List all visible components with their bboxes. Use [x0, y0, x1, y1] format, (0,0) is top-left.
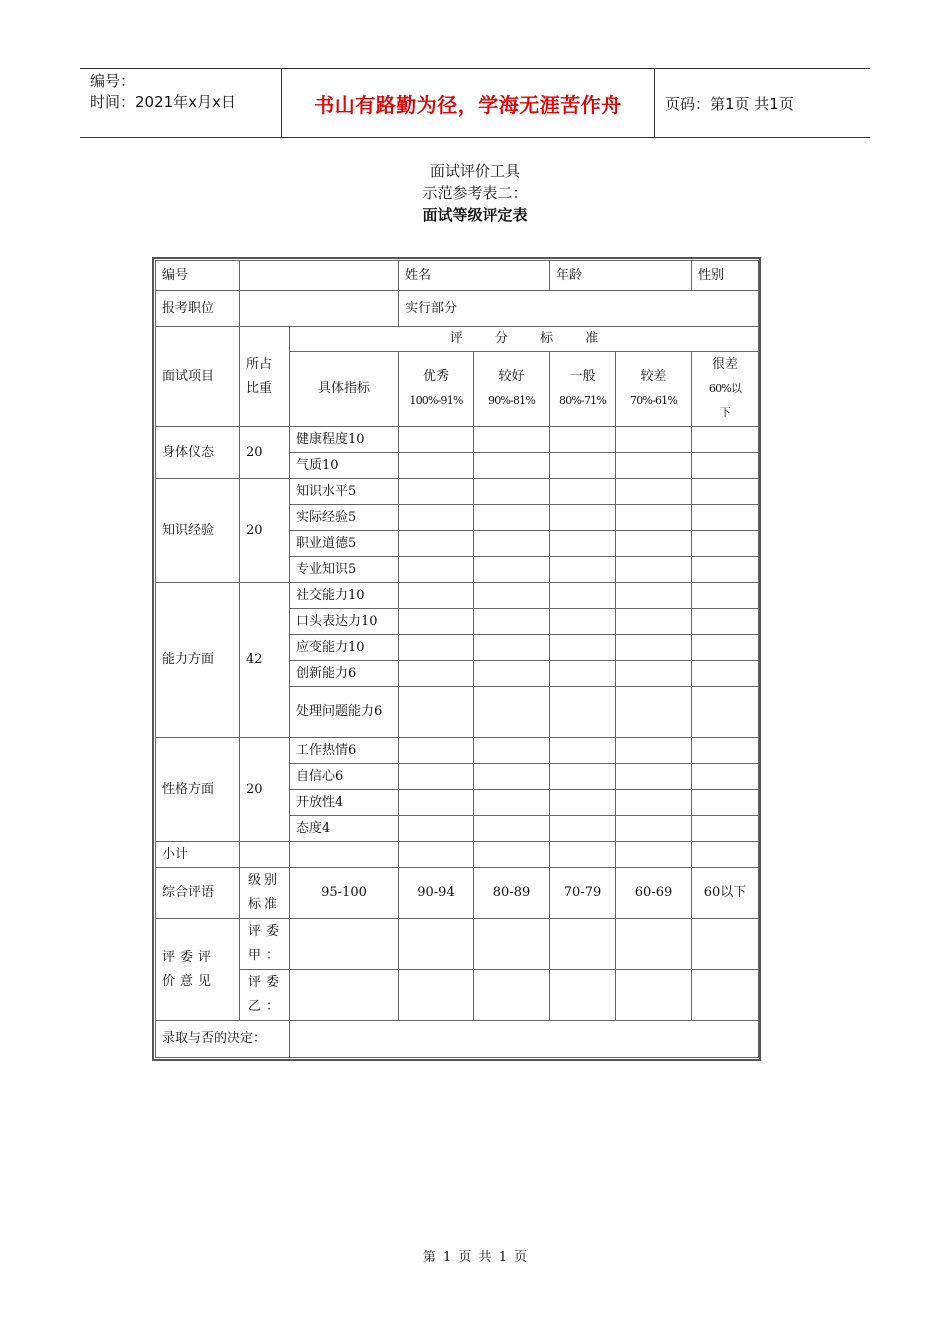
score-cell[interactable] — [399, 790, 474, 816]
score-cell[interactable] — [550, 687, 616, 738]
grade-name: 优秀 — [422, 369, 449, 384]
score-cell[interactable] — [399, 531, 474, 557]
score-cell[interactable] — [550, 427, 616, 453]
level-range: 95-100 — [290, 868, 399, 919]
section-weight: 20 — [240, 427, 290, 479]
section-weight: 20 — [240, 738, 290, 842]
score-cell[interactable] — [692, 453, 759, 479]
score-cell[interactable] — [692, 557, 759, 583]
grade-range: 100%-91% — [409, 394, 463, 407]
score-cell[interactable] — [550, 557, 616, 583]
score-cell[interactable] — [616, 557, 692, 583]
position-value-cell[interactable] — [240, 291, 399, 327]
score-cell[interactable] — [474, 816, 550, 842]
indicator-item: 自信心6 — [290, 764, 399, 790]
score-cell[interactable] — [399, 505, 474, 531]
score-cell[interactable] — [616, 505, 692, 531]
indicator-item: 态度4 — [290, 816, 399, 842]
id-label: 编号 — [156, 261, 240, 291]
grade-name: 很差 — [712, 357, 739, 372]
title-block — [0, 160, 950, 226]
score-cell[interactable] — [474, 635, 550, 661]
score-cell[interactable] — [474, 531, 550, 557]
id-value-cell[interactable] — [240, 261, 399, 291]
indicator-item: 知识水平5 — [290, 479, 399, 505]
position-label: 报考职位 — [156, 291, 240, 327]
indicator-item: 口头表达力10 — [290, 609, 399, 635]
score-cell[interactable] — [474, 687, 550, 738]
subtotal-cell[interactable] — [474, 842, 550, 868]
score-cell[interactable] — [692, 531, 759, 557]
indicator-item: 专业知识5 — [290, 557, 399, 583]
score-cell[interactable] — [692, 427, 759, 453]
decision-cell[interactable] — [290, 1021, 759, 1058]
score-cell[interactable] — [616, 816, 692, 842]
evaluation-form — [152, 257, 761, 1061]
score-cell[interactable] — [616, 738, 692, 764]
judge-cell[interactable] — [290, 970, 399, 1021]
indicator-item: 工作热情6 — [290, 738, 399, 764]
grade-header — [550, 352, 616, 427]
score-cell[interactable] — [692, 583, 759, 609]
score-cell[interactable] — [550, 790, 616, 816]
score-cell[interactable] — [474, 479, 550, 505]
score-cell[interactable] — [474, 557, 550, 583]
time-label: 时间：2021年x月x日 — [90, 93, 236, 111]
score-cell[interactable] — [692, 505, 759, 531]
judge-cell[interactable] — [692, 970, 759, 1021]
score-cell[interactable] — [550, 661, 616, 687]
subtotal-label: 小计 — [156, 842, 240, 868]
score-cell[interactable] — [399, 453, 474, 479]
judge-cell[interactable] — [550, 919, 616, 970]
section-name: 性格方面 — [156, 738, 240, 842]
score-cell[interactable] — [692, 635, 759, 661]
score-cell[interactable] — [399, 583, 474, 609]
score-cell[interactable] — [692, 790, 759, 816]
judge-cell[interactable] — [399, 919, 474, 970]
score-cell[interactable] — [616, 790, 692, 816]
score-cell[interactable] — [550, 635, 616, 661]
subtotal-cell[interactable] — [616, 842, 692, 868]
grade-header — [474, 352, 550, 427]
score-cell[interactable] — [550, 531, 616, 557]
score-cell[interactable] — [399, 816, 474, 842]
level-range: 80-89 — [474, 868, 550, 919]
judge-cell[interactable] — [399, 970, 474, 1021]
section-name: 身体仪态 — [156, 427, 240, 479]
decision-label: 录取与否的决定： — [156, 1021, 290, 1058]
score-cell[interactable] — [616, 453, 692, 479]
judge-cell[interactable] — [474, 919, 550, 970]
level-range: 90-94 — [399, 868, 474, 919]
score-cell[interactable] — [616, 531, 692, 557]
subtotal-weight-cell[interactable] — [240, 842, 290, 868]
department-label: 实行部分 — [399, 291, 759, 327]
score-cell[interactable] — [474, 764, 550, 790]
grade-name: 较差 — [640, 369, 667, 384]
indicator-item: 应变能力10 — [290, 635, 399, 661]
indicator-item: 气质10 — [290, 453, 399, 479]
score-cell[interactable] — [550, 583, 616, 609]
score-cell[interactable] — [550, 738, 616, 764]
grade-header — [692, 352, 759, 427]
header-motto: 书山有路勤为径，学海无涯苦作舟 — [314, 92, 622, 117]
score-cell[interactable] — [474, 790, 550, 816]
grade-range: 90%-81% — [488, 394, 536, 407]
judge-cell[interactable] — [616, 970, 692, 1021]
indicator-item: 实际经验5 — [290, 505, 399, 531]
name-label: 姓名 — [399, 261, 550, 291]
indicator-item: 职业道德5 — [290, 531, 399, 557]
indicator-item: 社交能力10 — [290, 583, 399, 609]
score-cell[interactable] — [399, 764, 474, 790]
score-cell[interactable] — [550, 609, 616, 635]
judge-cell[interactable] — [474, 970, 550, 1021]
form-title: 面试等级评定表 — [422, 206, 528, 224]
code-label: 编号： — [90, 72, 136, 90]
item-header: 面试项目 — [156, 327, 240, 427]
score-cell[interactable] — [550, 764, 616, 790]
subtotal-cell[interactable] — [399, 842, 474, 868]
score-cell[interactable] — [474, 583, 550, 609]
age-label: 年龄 — [550, 261, 692, 291]
judge-a-label: 评委甲： — [240, 919, 290, 970]
score-cell[interactable] — [399, 635, 474, 661]
title-line-2: 示范参考表二： — [422, 184, 528, 202]
grade-range: 80%-71% — [559, 394, 607, 407]
grade-name: 一般 — [569, 369, 596, 384]
judge-b-label: 评委乙： — [240, 970, 290, 1021]
grade-range: 70%-61% — [630, 394, 678, 407]
section-name: 能力方面 — [156, 583, 240, 738]
score-cell[interactable] — [399, 427, 474, 453]
score-cell[interactable] — [616, 609, 692, 635]
section-name: 知识经验 — [156, 479, 240, 583]
score-cell[interactable] — [692, 687, 759, 738]
indicator-item: 开放性4 — [290, 790, 399, 816]
indicator-item: 处理问题能力6 — [290, 687, 399, 738]
subtotal-cell[interactable] — [290, 842, 399, 868]
level-range: 60-69 — [616, 868, 692, 919]
score-cell[interactable] — [474, 505, 550, 531]
score-cell[interactable] — [550, 479, 616, 505]
indicator-item: 创新能力6 — [290, 661, 399, 687]
level-range: 60以下 — [692, 868, 759, 919]
title-line-1: 面试评价工具 — [429, 162, 520, 180]
score-cell[interactable] — [616, 427, 692, 453]
indicator-item: 健康程度10 — [290, 427, 399, 453]
section-weight: 42 — [240, 583, 290, 738]
judge-cell[interactable] — [550, 970, 616, 1021]
score-cell[interactable] — [616, 661, 692, 687]
score-cell[interactable] — [399, 609, 474, 635]
judge-cell[interactable] — [290, 919, 399, 970]
score-cell[interactable] — [616, 687, 692, 738]
score-cell[interactable] — [399, 661, 474, 687]
document-header — [80, 68, 870, 138]
score-cell[interactable] — [399, 738, 474, 764]
evaluation-table — [155, 260, 759, 1058]
score-cell[interactable] — [550, 453, 616, 479]
header-divider — [654, 69, 655, 137]
score-cell[interactable] — [616, 635, 692, 661]
score-cell[interactable] — [550, 816, 616, 842]
weight-header: 所占比重 — [240, 327, 290, 427]
score-cell[interactable] — [616, 479, 692, 505]
score-cell[interactable] — [616, 583, 692, 609]
score-cell[interactable] — [474, 738, 550, 764]
score-cell[interactable] — [474, 661, 550, 687]
judge-cell[interactable] — [616, 919, 692, 970]
score-cell[interactable] — [550, 505, 616, 531]
grade-name: 较好 — [498, 369, 525, 384]
score-cell[interactable] — [692, 816, 759, 842]
page-footer: 第 1 页 共 1 页 — [422, 1250, 528, 1265]
criteria-header: 评 分 标 准 — [290, 327, 759, 352]
grade-header — [399, 352, 474, 427]
score-cell[interactable] — [692, 661, 759, 687]
indicator-header: 具体指标 — [290, 352, 399, 427]
judge-cell[interactable] — [692, 919, 759, 970]
grade-range: 60%以下 — [708, 382, 742, 419]
page-code: 页码：第1页 共1页 — [665, 95, 794, 113]
score-cell[interactable] — [399, 557, 474, 583]
grade-header — [616, 352, 692, 427]
score-cell[interactable] — [692, 738, 759, 764]
score-cell[interactable] — [399, 687, 474, 738]
score-cell[interactable] — [399, 479, 474, 505]
subtotal-cell[interactable] — [550, 842, 616, 868]
summary-label: 综合评语 — [156, 868, 240, 919]
score-cell[interactable] — [692, 479, 759, 505]
score-cell[interactable] — [474, 427, 550, 453]
subtotal-cell[interactable] — [692, 842, 759, 868]
judges-label: 评委评价意见 — [156, 919, 240, 1021]
level-range: 70-79 — [550, 868, 616, 919]
score-cell[interactable] — [692, 609, 759, 635]
header-meta — [90, 71, 236, 113]
score-cell[interactable] — [474, 609, 550, 635]
score-cell[interactable] — [616, 764, 692, 790]
score-cell[interactable] — [474, 453, 550, 479]
level-standard-label: 级别标准 — [240, 868, 290, 919]
section-weight: 20 — [240, 479, 290, 583]
gender-label: 性别 — [692, 261, 759, 291]
score-cell[interactable] — [692, 764, 759, 790]
